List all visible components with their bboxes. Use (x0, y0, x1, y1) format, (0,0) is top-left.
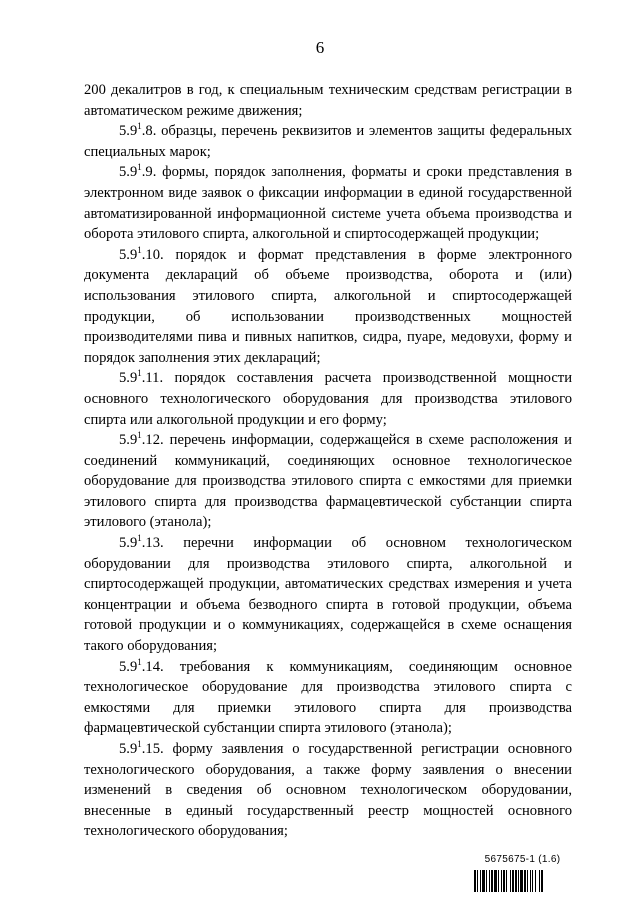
barcode-icon (474, 870, 571, 892)
clause-number: 5.9 (119, 432, 138, 449)
paragraph-text: .10. порядок и формат представления в форме электронного документа деклараций об объеме производства, оборота и (или) использования этилового спирта, алкогольной и спиртосодержащей продукции, об использовании производственных мощностей производителями пива и пивных напитков, сидра, пуаре, медовухи, форму и порядок заполнения этих деклараций; (84, 246, 572, 366)
paragraph (84, 739, 572, 842)
paragraph-text: .14. требования к коммуникациям, соединяющим основное технологическое оборудование для производства этилового спирта с емкостями для приемки этилового спирта для производства фармацевтической субстанции спирта этилового (этанола); (84, 658, 572, 737)
clause-superscript: 1 (137, 656, 142, 667)
clause-superscript: 1 (137, 368, 142, 379)
paragraph-text: .12. перечень информации, содержащейся в схеме расположения и соединений коммуникаций, соединяющих основное технологическое оборудование для производства этилового спирта с емкостями для приемки этилового спирта для производства фармацевтической субстанции спирта этилового (этанола); (84, 432, 572, 531)
paragraph (84, 121, 572, 162)
paragraph-text: 200 декалитров в год, к специальным техническим средствам регистрации в автоматическом режиме движения; (84, 82, 572, 119)
clause-number: 5.9 (119, 123, 138, 140)
clause-number: 5.9 (119, 535, 138, 552)
paragraph (84, 368, 572, 430)
clause-number: 5.9 (119, 164, 138, 181)
paragraph (84, 245, 572, 369)
clause-superscript: 1 (137, 244, 142, 255)
clause-superscript: 1 (137, 430, 142, 441)
clause-superscript: 1 (137, 739, 142, 749)
paragraph-text: .9. формы, порядок заполнения, форматы и сроки представления в электронном виде заявок о фиксации информации в единой государственной автоматизированной информационной системе учета объема производства и оборота этилового спирта, алкогольной и спиртосодержащей продукции; (84, 164, 572, 243)
paragraph-text: .15. форму заявления о государственной регистрации основного технологического оборудования, а также форму заявления о внесении изменений в сведения об основном технологическом оборудовании, внесенные в единый государственный реестр мощностей основного технологического оборудования; (84, 741, 572, 840)
clause-superscript: 1 (137, 533, 142, 544)
paragraph-text: .8. образцы, перечень реквизитов и элементов защиты федеральных специальных марок; (84, 123, 572, 160)
clause-number: 5.9 (119, 741, 138, 757)
page-number: 6 (315, 38, 325, 57)
clause-number: 5.9 (119, 246, 138, 263)
clause-number: 5.9 (119, 658, 138, 675)
document-code: 5675675-1 (1.6) (484, 854, 561, 865)
paragraph (84, 430, 572, 533)
paragraph (84, 533, 572, 657)
paragraph (84, 80, 572, 121)
paragraph-text: .13. перечни информации об основном технологическом оборудовании для производства этилового спирта, алкогольной и спиртосодержащей продукции, автоматических средствах измерения и учета концентрации и объема безводного спирта в готовой продукции, объема готовой продукции и о коммуникациях, содержащейся в схеме оснащения такого оборудования; (84, 535, 572, 655)
paragraph (84, 657, 572, 739)
clause-number: 5.9 (119, 370, 138, 387)
paragraph-text: .11. порядок составления расчета производственной мощности основного технологического оборудования для производства этилового спирта или алкогольной продукции и его форму; (84, 370, 572, 428)
document-body (84, 80, 572, 842)
clause-superscript: 1 (137, 162, 142, 173)
paragraph (84, 162, 572, 244)
clause-superscript: 1 (137, 121, 142, 132)
